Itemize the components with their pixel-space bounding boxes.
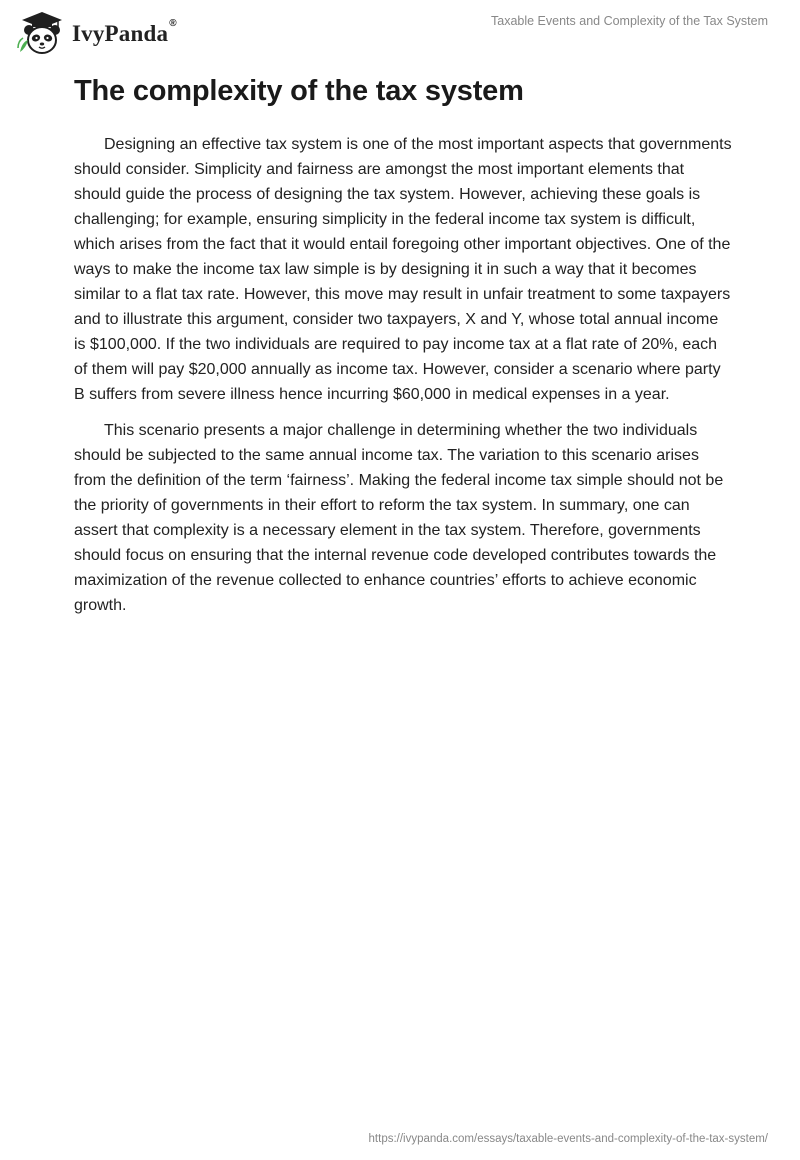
registered-mark: ® [169, 17, 177, 29]
paragraph: This scenario presents a major challenge in determining whether the two individuals should be subjected to the same annual income tax. The variation to this scenario arises from the definition of the term ‘fairness’. Making the federal income tax simple should not be the priority of governments in their effort to reform the tax system. In summary, one can assert that complexity is a necessary element in the tax system. Therefore, governments should focus on ensuring that the internal revenue code developed contributes towards the maximization of the revenue collected to enhance countries’ efforts to achieve economic growth. [74, 422, 724, 614]
source-url[interactable]: https://ivypanda.com/essays/taxable-events-and-complexity-of-the-tax-system/ [368, 1133, 768, 1145]
article [74, 72, 734, 629]
article-body [74, 132, 734, 618]
ivypanda-logo[interactable] [16, 8, 177, 56]
brand-name: IvyPanda® [72, 17, 177, 46]
page-title: The complexity of the tax system [74, 75, 524, 107]
page-header [0, 0, 800, 60]
paragraph: Designing an effective tax system is one of the most important aspects that governments should consider. Simplicity and fairness are amongst the most important elements that should guide the process of designing the tax system. However, achieving these goals is challenging; for example, ensuring simplicity in the federal income tax system is difficult, which arises from the fact that it would entail foregoing other important objectives. One of the ways to make the income tax law simple is by designing it in such a way that it becomes similar to a flat tax rate. However, this move may result in unfair treatment to some taxpayers and to illustrate this argument, consider two taxpayers, X and Y, whose total annual income is $100,000. If the two individuals are required to pay income tax at a flat rate of 20%, each of them will pay $20,000 annually as income tax. However, consider a scenario where party B suffers from severe illness hence incurring $60,000 in medical expenses in a year. [74, 136, 732, 403]
panda-graduation-cap-icon [16, 8, 64, 56]
running-title: Taxable Events and Complexity of the Tax System [491, 14, 768, 28]
